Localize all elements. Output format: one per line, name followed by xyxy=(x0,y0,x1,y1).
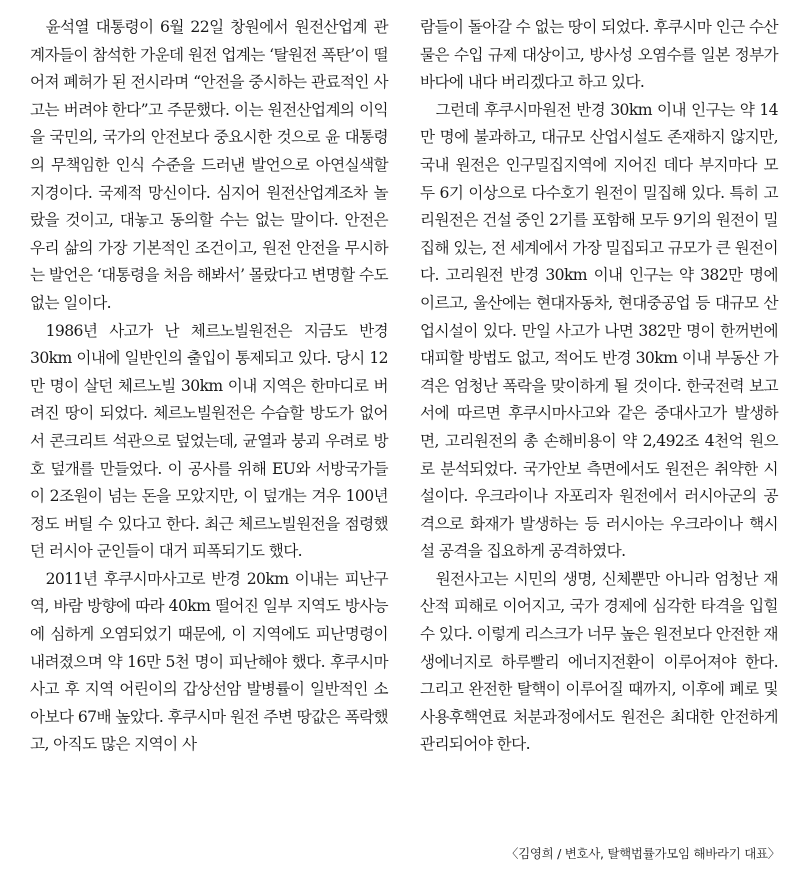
paragraph-fukushima-continued: 람들이 돌아갈 수 없는 땅이 되었다. 후쿠시마 인근 수산물은 수입 규제 대상이고, 방사성 오염수를 일본 정부가 바다에 내다 버리겠다고 하고 있다. xyxy=(420,18,778,92)
paragraph-intro: 윤석열 대통령이 6월 22일 창원에서 원전산업계 관계자들이 참석한 가운데 원전 업계는 ‘탈원전 폭탄’이 떨어져 폐허가 된 전시라며 “안전을 중시하는 관료적인 사고는 버려야 한다”고 주문했다. 이는 원전산업계의 이익을 국민의, 국가의 안전보다 중요시한 것으로 윤 대통령의 무책임한 인식 수준을 드러낸 발언으로 아연실색할 지경이다. 국제적 망신이다. 심지어 원전산업계조차 놀랐을 것이고, 대놓고 동의할 수는 없는 말이다. 안전은 우리 삶의 가장 기본적인 조건이고, 원전 안전을 무시하는 발언은 ‘대통령을 처음 해봐서’ 몰랐다고 변명할 수도 없는 일이다. xyxy=(30,18,388,312)
paragraph-kori: 그런데 후쿠시마원전 반경 30km 이내 인구는 약 14만 명에 불과하고, 대규모 산업시설도 존재하지 않지만, 국내 원전은 인구밀집지역에 지어진 데다 부지마다 모두 6기 이상으로 다수호기 원전이 밀집해 있다. 특히 고리원전은 건설 중인 2기를 포함해 모두 9기의 원전이 밀집해 있는, 전 세계에서 가장 밀집되고 규모가 큰 원전이다. 고리원전 반경 30km 이내 인구는 약 382만 명에 이르고, 울산에는 현대자동차, 현대중공업 등 대규모 산업시설이 있다. 만일 사고가 나면 382만 명이 한꺼번에 대피할 방법도 없고, 적어도 반경 30km 이내 부동산 가격은 엄청난 폭락을 맞이하게 될 것이다. 한국전력 보고서에 따르면 후쿠시마사고와 같은 중대사고가 발생하면, 고리원전의 총 손해비용이 약 2,492조 4천억 원으로 분석되었다. 국가안보 측면에서도 원전은 취약한 시설이다. 우크라이나 자포리자 원전에서 러시아군의 공격으로 화재가 발생하는 등 러시아는 우크라이나 핵시설 공격을 집요하게 공격하였다. xyxy=(420,100,778,561)
paragraph-fukushima: 2011년 후쿠시마사고로 반경 20km 이내는 피난구역, 바람 방향에 따라 40km 떨어진 일부 지역도 방사능에 심하게 오염되었기 때문에, 이 지역에도 피난명령이 내려졌으며 약 16만 5천 명이 피난해야 했다. 후쿠시마사고 후 지역 어린이의 갑상선암 발병률이 일반적인 소아보다 67배 높았다. 후쿠시마 원전 주변 땅값은 폭락했고, 아직도 많은 지역이 사 xyxy=(30,569,388,754)
left-column xyxy=(30,14,388,759)
paragraph-chernobyl: 1986년 사고가 난 체르노빌원전은 지금도 반경 30km 이내에 일반인의 출입이 통제되고 있다. 당시 12만 명이 살던 체르노빌 30km 이내 지역은 한마디로 버려진 땅이 되었다. 체르노빌원전은 수습할 방도가 없어서 콘크리트 석관으로 덮었는데, 균열과 붕괴 우려로 방호 덮개를 만들었다. 이 공사를 위해 EU와 서방국가들이 2조원이 넘는 돈을 모았지만, 이 덮개는 겨우 100년 정도 버틸 수 있다고 한다. 최근 체르노빌원전을 점령했던 러시아 군인들이 대거 피폭되기도 했다. xyxy=(30,321,388,561)
paragraph-conclusion: 원전사고는 시민의 생명, 신체뿐만 아니라 엄청난 재산적 피해로 이어지고, 국가 경제에 심각한 타격을 입힐 수 있다. 이렇게 리스크가 너무 높은 원전보다 안전한 재생에너지로 하루빨리 에너지전환이 이루어져야 한다. 그리고 완전한 탈핵이 이루어질 때까지, 이후에 폐로 및 사용후핵연료 처분과정에서도 원전은 최대한 안전하게 관리되어야 한다. xyxy=(420,569,778,754)
right-column xyxy=(420,14,778,759)
author-byline: 〈김영희 / 변호사, 탈핵법률가모임 해바라기 대표〉 xyxy=(505,846,780,861)
